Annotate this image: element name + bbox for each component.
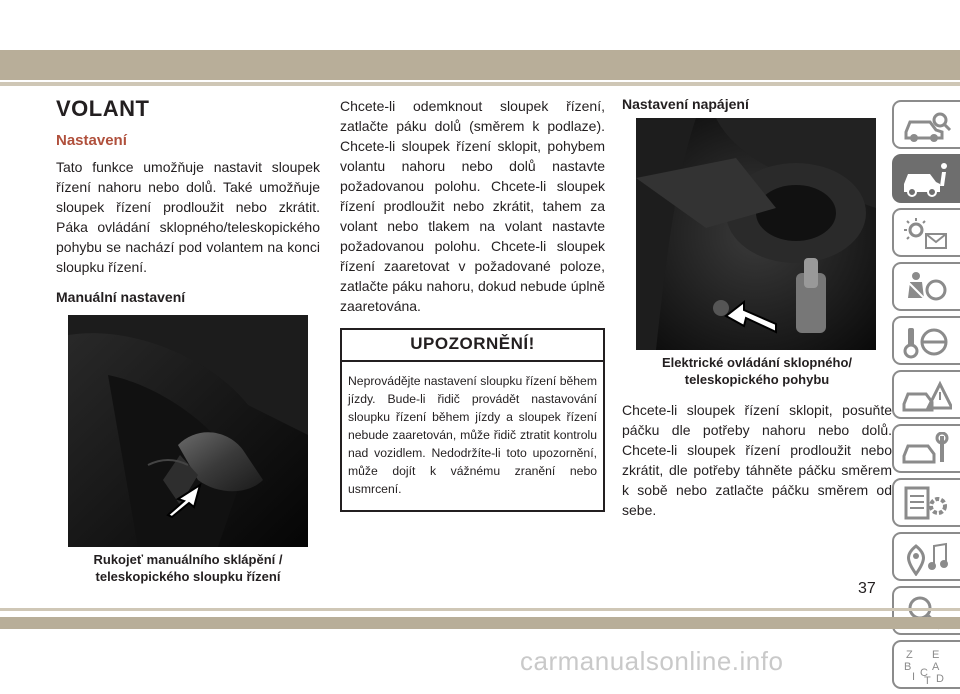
bottom-band bbox=[0, 617, 960, 629]
key-steering-wheel-icon bbox=[902, 324, 952, 360]
index-letter: Z bbox=[906, 649, 913, 661]
tab-index[interactable] bbox=[892, 640, 960, 689]
tab-multimedia[interactable] bbox=[892, 532, 960, 581]
intro-paragraph: Tato funkce umožňuje nastavit sloupek řízení nahoru nebo dolů. Také umožňuje sloupek řízení prodloužit nebo zkrátit. Páka ovládání sklopného/teleskopického pohybu se nachází pod volantem na konci sloupku řízení. bbox=[56, 159, 320, 275]
alphabet-index-icon bbox=[902, 648, 952, 684]
side-tab-bar bbox=[892, 100, 960, 694]
column-2 bbox=[340, 96, 605, 512]
tab-servicing[interactable] bbox=[892, 424, 960, 473]
manual-heading: Manuální nastavení bbox=[56, 289, 186, 305]
column-3 bbox=[622, 96, 892, 520]
tab-safety[interactable] bbox=[892, 262, 960, 311]
warning-light-envelope-icon bbox=[902, 216, 952, 252]
car-magnifier-icon bbox=[902, 108, 952, 144]
figure1-caption: Rukojeť manuálního sklápění / teleskopického sloupku řízení bbox=[93, 552, 283, 584]
tab-starting-operating[interactable] bbox=[892, 316, 960, 365]
warning-title: UPOZORNĚNÍ! bbox=[342, 330, 603, 362]
car-wrench-icon bbox=[902, 432, 952, 468]
page-number: 37 bbox=[858, 580, 876, 597]
index-letter: C bbox=[920, 667, 928, 679]
index-letter: A bbox=[932, 661, 940, 673]
index-letter: B bbox=[904, 661, 912, 673]
tab-vehicle-info[interactable] bbox=[892, 154, 960, 203]
map-pin-music-icon bbox=[902, 540, 952, 576]
power-lever-photo bbox=[636, 118, 876, 350]
column2-paragraph: Chcete-li odemknout sloupek řízení, zatlačte páku dolů (směrem k podlaze). Chcete-li sloupek řízení sklopit, pohybem volantu nahoru nebo dolů nastavte požadovanou polohu. Chcete-li sloupek řízení prodloužit nebo zkrátit, tahem za volant nebo tlakem na volant nastavte požadovanou polohu. Chcete-li sloupek řízení zaaretovat v požadované poloze, zatlačte páku nahoru, dokud nebude úplně zaaretována. bbox=[340, 98, 605, 314]
tab-technical-specs[interactable] bbox=[892, 478, 960, 527]
power-heading: Nastavení napájení bbox=[622, 96, 749, 112]
tab-emergency[interactable] bbox=[892, 370, 960, 419]
checklist-gear-icon bbox=[902, 486, 952, 522]
warning-text: Neprovádějte nastavení sloupku řízení během jízdy. Bude-li řidič provádět nastavování sloupku řízení během jízdy a sloupek řízení nebude zaaretován, může řidič ztratit kontrolu nad vozidlem. Nedodržíte-li toto upozornění, může dojít k vážnému zranění nebo usmrcení. bbox=[348, 374, 597, 496]
watermark: carmanualsonline.info bbox=[520, 646, 784, 676]
tab-instrument-panel[interactable] bbox=[892, 208, 960, 257]
seatbelt-airbag-icon bbox=[902, 270, 952, 306]
car-info-icon bbox=[902, 162, 952, 198]
bottom-band-line bbox=[0, 608, 960, 611]
index-letter: D bbox=[936, 673, 944, 684]
manual-lever-photo bbox=[68, 315, 308, 547]
index-letter: T bbox=[924, 675, 931, 684]
top-band-line bbox=[0, 82, 960, 86]
column3-paragraph: Chcete-li sloupek řízení sklopit, posuňte páčku dle potřeby nahoru nebo dolů. Chcete-li sloupek řízení prodloužit nebo zkrátit, dle potřeby táhněte páčku směrem k sobě nebo zatlačte páčku směrem od sebe. bbox=[622, 402, 892, 518]
top-band bbox=[0, 50, 960, 80]
car-crash-warning-icon bbox=[902, 378, 952, 414]
figure2-caption: Elektrické ovládání sklopného/ teleskopického pohybu bbox=[661, 355, 852, 387]
tab-getting-to-know[interactable] bbox=[892, 100, 960, 149]
section-subheading: Nastavení bbox=[56, 132, 127, 149]
warning-box bbox=[340, 328, 605, 512]
page-heading: VOLANT bbox=[56, 96, 150, 121]
column-1 bbox=[56, 96, 320, 585]
index-letter: I bbox=[912, 671, 916, 683]
index-letter: E bbox=[932, 649, 940, 661]
